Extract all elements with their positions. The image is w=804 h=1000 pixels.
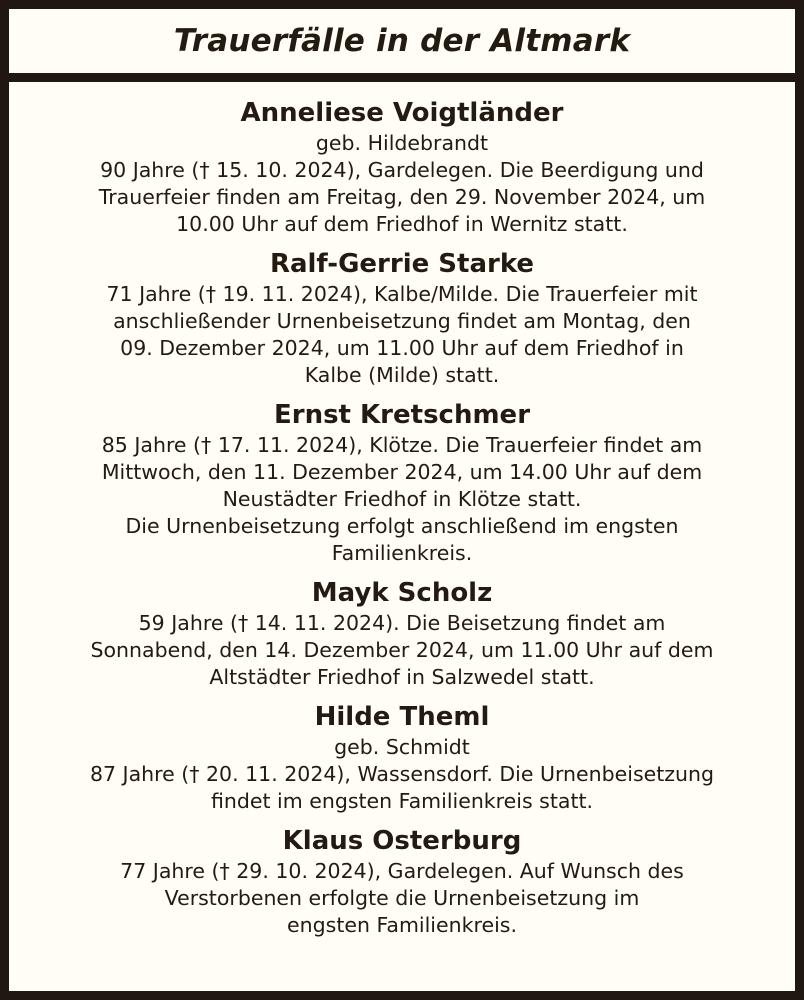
- obituary-text-line: geb. Schmidt: [334, 735, 470, 759]
- obituary-text-line: 10.00 Uhr auf dem Friedhof in Wernitz statt.: [176, 212, 628, 236]
- obituary-text-line: Die Urnenbeisetzung erfolgt anschließend im engsten: [125, 514, 679, 538]
- obituary-entry: [9, 398, 795, 567]
- obituary-text-line: geb. Hildebrandt: [315, 131, 489, 155]
- obituary-entry: [9, 576, 795, 691]
- page-title: Trauerfälle in der Altmark: [173, 23, 631, 59]
- obituary-text-line: findet im engsten Familienkreis statt.: [210, 789, 594, 813]
- obituary-text-line: 90 Jahre († 15. 10. 2024), Gardelegen. Die Beerdigung und: [100, 158, 704, 182]
- deceased-name: Ernst Kretschmer: [273, 400, 531, 430]
- obituary-text-line: Sonnabend, den 14. Dezember 2024, um 11.00 Uhr auf dem: [90, 638, 714, 662]
- obituary-text-line: 59 Jahre († 14. 11. 2024). Die Beisetzung findet am: [138, 611, 666, 635]
- obituary-text-line: Trauerfeier finden am Freitag, den 29. November 2024, um: [98, 185, 706, 209]
- title-divider: [9, 73, 795, 82]
- obituary-text-line: Familienkreis.: [331, 541, 473, 565]
- obituary-text-line: 85 Jahre († 17. 11. 2024), Klötze. Die Trauerfeier findet am: [101, 433, 703, 457]
- obituary-text-line: engsten Familienkreis.: [287, 913, 517, 937]
- deceased-name: Klaus Osterburg: [282, 826, 522, 856]
- deceased-name: Mayk Scholz: [311, 578, 493, 608]
- obituary-list: [9, 82, 795, 939]
- obituary-text-line: 77 Jahre († 29. 10. 2024), Gardelegen. Auf Wunsch des: [120, 859, 684, 883]
- obituary-entry: [9, 247, 795, 389]
- obituary-text-line: Mittwoch, den 11. Dezember 2024, um 14.00 Uhr auf dem: [101, 460, 703, 484]
- deceased-name: Ralf-Gerrie Starke: [269, 249, 535, 279]
- title-box: [9, 9, 795, 73]
- obituary-text-line: 87 Jahre († 20. 11. 2024), Wassensdorf. Die Urnenbeisetzung: [89, 762, 715, 786]
- obituary-text-line: anschließender Urnenbeisetzung findet am Montag, den: [113, 309, 691, 333]
- obituary-text-line: 09. Dezember 2024, um 11.00 Uhr auf dem Friedhof in: [120, 336, 684, 360]
- obituary-entry: [9, 824, 795, 939]
- obituary-text-line: Kalbe (Milde) statt.: [304, 363, 500, 387]
- deceased-name: Hilde Theml: [314, 702, 490, 732]
- obituary-text-line: Altstädter Friedhof in Salzwedel statt.: [209, 665, 595, 689]
- deceased-name: Anneliese Voigtländer: [240, 98, 564, 128]
- obituary-text-line: Verstorbenen erfolgte die Urnenbeisetzung im: [164, 886, 640, 910]
- obituary-entry: [9, 700, 795, 815]
- obituary-text-line: Neustädter Friedhof in Klötze statt.: [222, 487, 582, 511]
- obituary-text-line: 71 Jahre († 19. 11. 2024), Kalbe/Milde. Die Trauerfeier mit: [106, 282, 698, 306]
- obituary-entry: [9, 96, 795, 238]
